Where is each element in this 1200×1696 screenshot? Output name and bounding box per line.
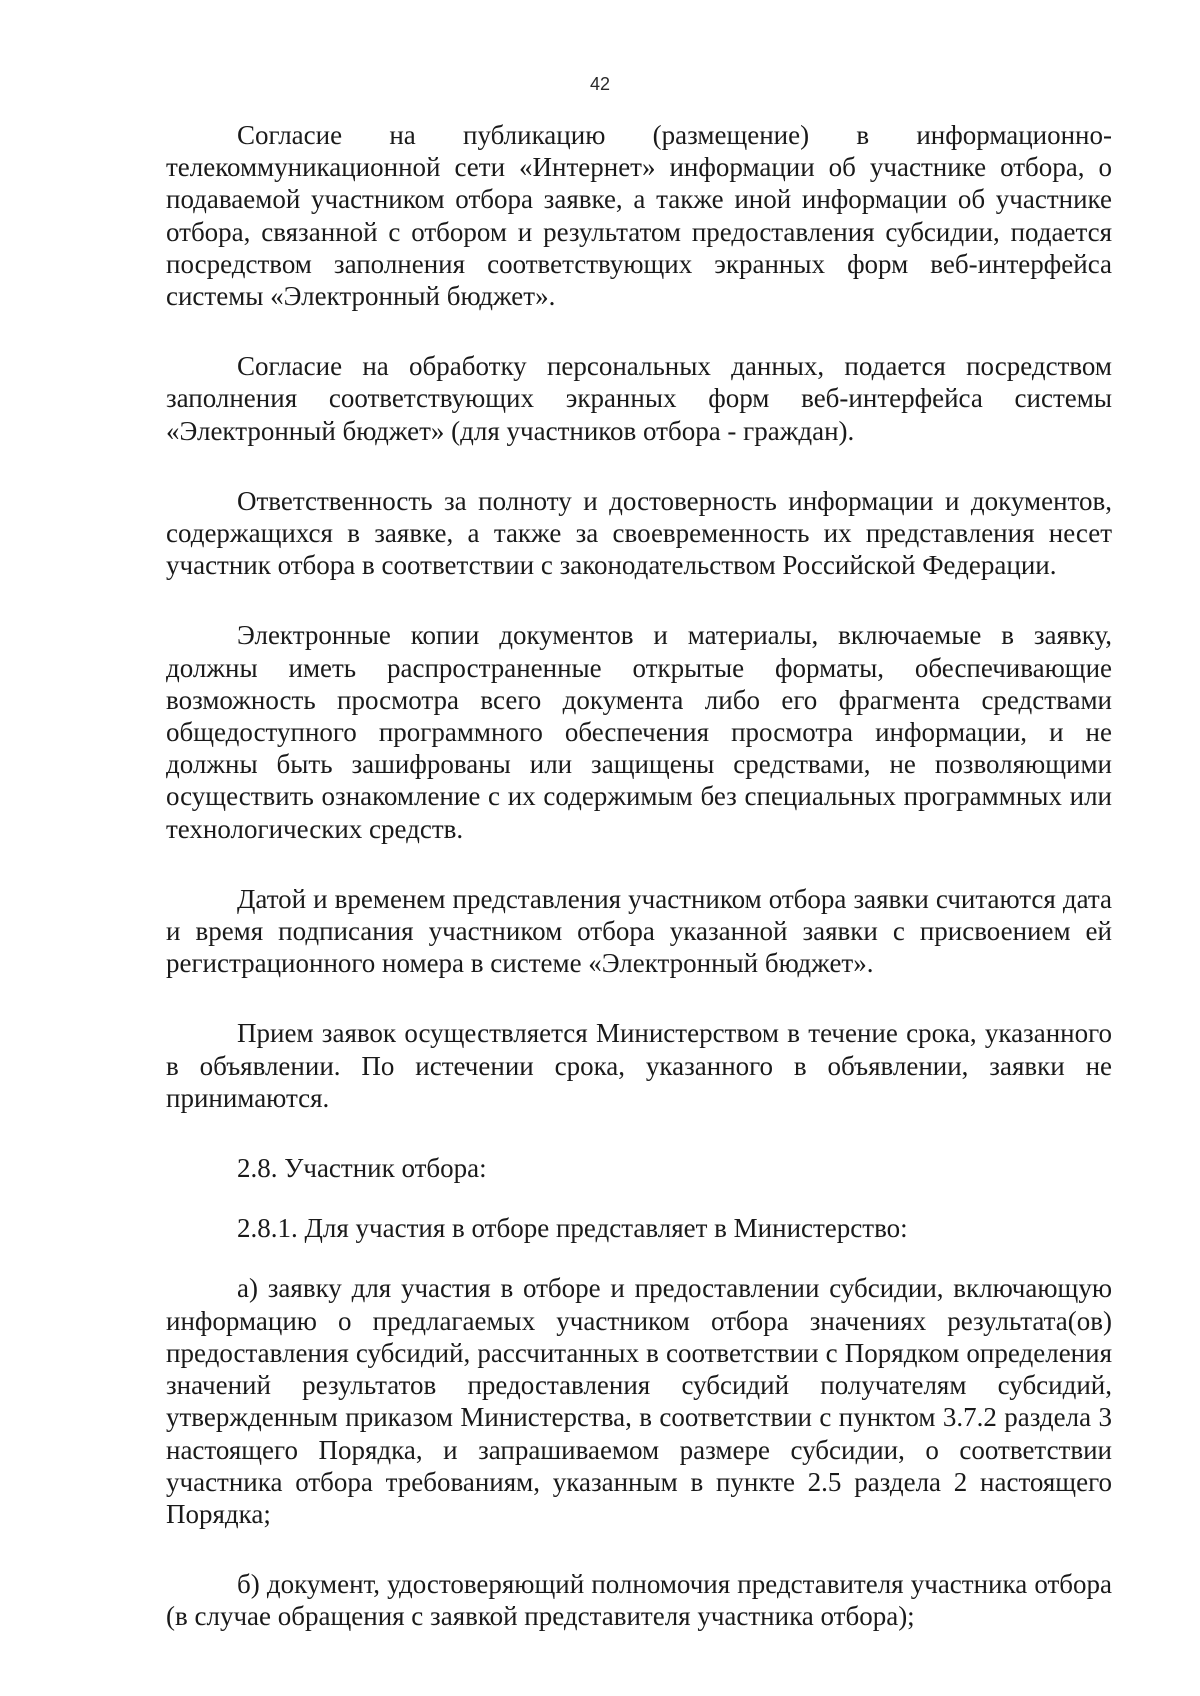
list-item-a: а) заявку для участия в отборе и предоставлении субсидии, включающую информацию о предлагаемых участником отбора значениях результата(ов) предоставления субсидий, рассчитанных в соответствии с Порядком определения значений результатов предоставления субсидий получателям субсидий, утвержденным приказом Министерства, в соответствии с пунктом 3.7.2 раздела 3 настоящего Порядка, и запрашиваемом размере субсидии, о соответствии участника отбора требованиям, указанным в пункте 2.5 раздела 2 настоящего Порядка;: [166, 1273, 1112, 1529]
paragraph-consent-publication: Согласие на публикацию (размещение) в информационно-телекоммуникационной сети «Интернет» информации об участнике отбора, о подаваемой участником отбора заявке, а также иной информации об участнике отбора, связанной с отбором и результатом предоставления субсидии, подается посредством заполнения соответствующих экранных форм веб-интерфейса системы «Электронный бюджет».: [166, 120, 1112, 312]
paragraph-consent-personal-data: Согласие на обработку персональных данных, подается посредством заполнения соответствующих экранных форм веб-интерфейса системы «Электронный бюджет» (для участников отбора - граждан).: [166, 351, 1112, 446]
paragraph-responsibility: Ответственность за полноту и достоверность информации и документов, содержащихся в заявке, а также за своевременность их представления несет участник отбора в соответствии с законодательством Российской Федерации.: [166, 485, 1112, 581]
page-number: 42: [589, 74, 611, 94]
paragraph-acceptance: Прием заявок осуществляется Министерством в течение срока, указанного в объявлении. По истечении срока, указанного в объявлении, заявки не принимаются.: [166, 1018, 1112, 1113]
list-item-b: б) документ, удостоверяющий полномочия представителя участника отбора (в случае обращения с заявкой представителя участника отбора);: [166, 1569, 1112, 1632]
paragraph-electronic-copies: Электронные копии документов и материалы, включаемые в заявку, должны иметь распространенные открытые форматы, обеспечивающие возможность просмотра всего документа либо его фрагмента средствами общедоступного программного обеспечения просмотра информации, и не должны быть зашифрованы или защищены средствами, не позволяющими осуществить ознакомление с их содержимым без специальных программных или технологических средств.: [166, 620, 1112, 844]
subsection-heading-2-8-1: 2.8.1. Для участия в отборе представляет в Министерство:: [237, 1213, 908, 1244]
document-body: [166, 119, 1112, 1633]
paragraph-submission-date: Датой и временем представления участником отбора заявки считаются дата и время подписания участником отбора указанной заявки с присвоением ей регистрационного номера в системе «Электронный бюджет».: [166, 883, 1112, 979]
section-heading-2-8: 2.8. Участник отбора:: [237, 1153, 487, 1184]
